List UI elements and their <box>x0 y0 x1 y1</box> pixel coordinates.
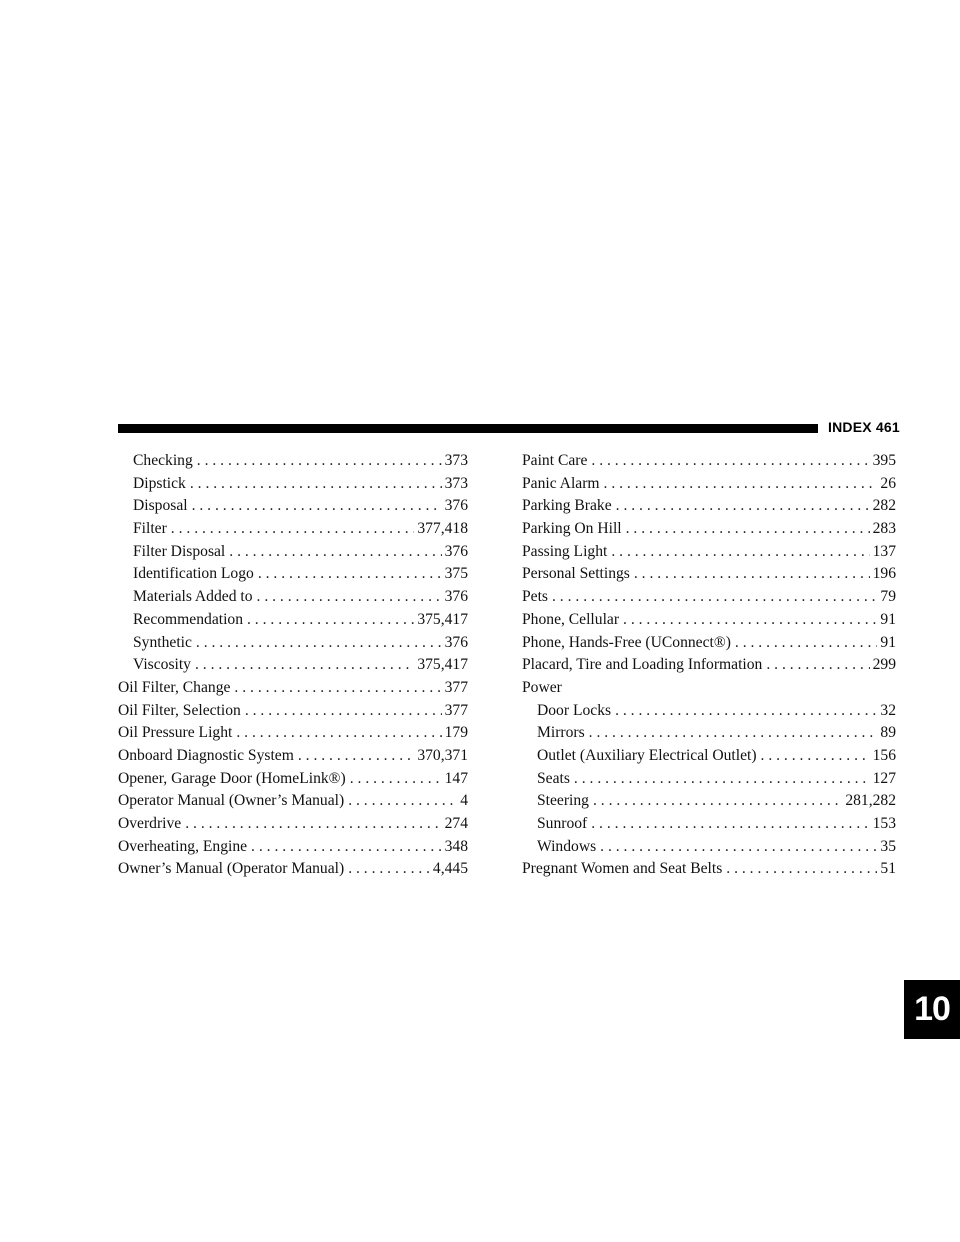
index-entry-page: 375 <box>444 565 468 583</box>
index-entry <box>118 813 468 836</box>
dot-leader <box>185 813 441 836</box>
index-entry <box>522 790 896 813</box>
index-entry <box>118 586 468 609</box>
index-entry-page: 376 <box>444 633 468 651</box>
dot-leader <box>236 722 441 745</box>
index-entry <box>522 700 896 723</box>
index-entry <box>118 473 468 496</box>
index-entry <box>118 858 468 881</box>
dot-leader <box>348 858 430 881</box>
index-entry-page: 377 <box>444 678 468 696</box>
index-entry-term: Sunroof <box>537 815 588 832</box>
dot-leader <box>615 700 877 723</box>
index-entry-page: 179 <box>444 724 468 742</box>
index-entry <box>522 745 896 768</box>
index-entry-page: 26 <box>880 474 896 492</box>
index-entry <box>522 609 896 632</box>
index-entry-term: Panic Alarm <box>522 474 600 492</box>
index-column-left <box>118 450 468 881</box>
index-entry-page: 348 <box>444 837 468 855</box>
index-entry-term: Operator Manual (Owner’s Manual) <box>118 792 345 810</box>
dot-leader <box>591 813 869 836</box>
dot-leader <box>626 518 870 541</box>
index-entry <box>522 858 896 881</box>
index-entry-term: Synthetic <box>133 633 192 651</box>
dot-leader <box>604 473 878 496</box>
index-entry-page: 282 <box>872 497 896 515</box>
index-entry-page: 376 <box>444 588 468 606</box>
index-entry-term: Materials Added to <box>133 588 253 606</box>
index-entry-page: 153 <box>872 815 896 832</box>
index-entry <box>118 495 468 518</box>
index-entry-page: 373 <box>444 452 468 469</box>
index-entry <box>118 722 468 745</box>
index-entry-page: 370,371 <box>417 746 468 764</box>
index-entry <box>118 677 468 700</box>
section-tab-label: 10 <box>914 990 950 1028</box>
index-entry-page: 127 <box>872 769 896 787</box>
dot-leader <box>234 677 441 700</box>
index-entry-page: 4,445 <box>432 860 468 878</box>
index-entry-page: 196 <box>872 565 896 583</box>
dot-leader <box>298 745 414 768</box>
index-entry <box>522 541 896 564</box>
index-entry-term: Filter <box>133 520 167 538</box>
index-entry <box>118 654 468 677</box>
dot-leader <box>197 450 442 473</box>
dot-leader <box>574 768 870 791</box>
dot-leader <box>350 768 442 791</box>
dot-leader <box>190 473 442 496</box>
index-entry-page: 373 <box>444 474 468 492</box>
index-entry-term: Pets <box>522 588 548 606</box>
index-entry-page: 283 <box>872 520 896 538</box>
dot-leader <box>623 609 877 632</box>
index-entry-page: 375,417 <box>417 610 468 628</box>
index-entry <box>118 518 468 541</box>
dot-leader <box>591 450 869 473</box>
index-entry-term: Power <box>522 678 562 696</box>
section-tab <box>904 980 960 1039</box>
dot-leader <box>552 586 877 609</box>
dot-leader <box>258 563 442 586</box>
running-header: INDEX 461 <box>828 419 900 435</box>
index-entry <box>118 541 468 564</box>
index-entry <box>118 790 468 813</box>
dot-leader <box>589 722 878 745</box>
dot-leader <box>171 518 415 541</box>
index-entry <box>522 836 896 859</box>
index-entry-page: 281,282 <box>845 792 896 810</box>
index-entry <box>522 632 896 655</box>
index-entry-term: Overdrive <box>118 815 182 832</box>
index-entry-page: 375,417 <box>417 656 468 674</box>
dot-leader <box>196 632 442 655</box>
index-entry-term: Filter Disposal <box>133 542 226 560</box>
index-entry <box>522 768 896 791</box>
index-entry-term: Onboard Diagnostic System <box>118 746 294 764</box>
index-entry-term: Parking Brake <box>522 497 612 515</box>
index-entry <box>118 768 468 791</box>
index-entry <box>118 450 468 473</box>
index-entry-term: Windows <box>537 837 597 855</box>
index-entry-term: Steering <box>537 792 589 810</box>
index-entry-term: Overheating, Engine <box>118 837 248 855</box>
index-entry-page: 35 <box>880 837 896 855</box>
index-entry-term: Personal Settings <box>522 565 630 583</box>
dot-leader <box>616 495 870 518</box>
index-entry-term: Identification Logo <box>133 565 254 583</box>
index-entry-term: Recommendation <box>133 610 243 628</box>
index-entry <box>522 563 896 586</box>
index-entry-term: Oil Pressure Light <box>118 724 233 742</box>
dot-leader <box>766 654 869 677</box>
index-entry-term: Oil Filter, Selection <box>118 701 241 719</box>
index-entry <box>522 677 896 700</box>
index-entry <box>118 700 468 723</box>
dot-leader <box>192 495 442 518</box>
index-entry-term: Door Locks <box>537 701 612 719</box>
index-entry-term: Mirrors <box>537 724 585 742</box>
index-entry-term: Placard, Tire and Loading Information <box>522 656 763 674</box>
index-entry-term: Oil Filter, Change <box>118 678 231 696</box>
index-entry-term: Viscosity <box>133 656 191 674</box>
dot-leader <box>245 700 442 723</box>
dot-leader <box>593 790 842 813</box>
index-entry <box>522 586 896 609</box>
index-entry-page: 395 <box>872 452 896 469</box>
index-entry-page: 377 <box>444 701 468 719</box>
index-entry <box>118 609 468 632</box>
index-entry-page: 274 <box>444 815 468 832</box>
index-entry-term: Disposal <box>133 497 188 515</box>
dot-leader <box>611 541 869 564</box>
dot-leader <box>229 541 441 564</box>
index-entry-page: 32 <box>880 701 896 719</box>
index-entry-term: Passing Light <box>522 542 608 560</box>
index-entry-page: 147 <box>444 769 468 787</box>
index-entry-page: 156 <box>872 746 896 764</box>
index-entry-page: 91 <box>880 633 896 651</box>
dot-leader <box>735 632 878 655</box>
dot-leader <box>247 609 414 632</box>
index-entry-term: Checking <box>133 452 193 469</box>
index-entry-term: Paint Care <box>522 452 588 469</box>
index-entry-term: Parking On Hill <box>522 520 622 538</box>
index-entry-page: 4 <box>460 792 468 810</box>
index-entry-page: 137 <box>872 542 896 560</box>
index-entry <box>522 450 896 473</box>
index-entry <box>118 563 468 586</box>
index-entry <box>522 654 896 677</box>
index-entry-page: 79 <box>880 588 896 606</box>
index-entry-term: Outlet (Auxiliary Electrical Outlet) <box>537 746 757 764</box>
index-entry-page: 51 <box>880 860 896 878</box>
dot-leader <box>726 858 877 881</box>
index-entry-term: Seats <box>537 769 570 787</box>
index-entry <box>522 518 896 541</box>
dot-leader <box>761 745 870 768</box>
index-entry <box>522 813 896 836</box>
header-rule <box>118 424 818 433</box>
dot-leader <box>348 790 457 813</box>
index-entry-page: 89 <box>880 724 896 742</box>
index-entry-term: Pregnant Women and Seat Belts <box>522 860 723 878</box>
index-entry-page: 376 <box>444 497 468 515</box>
dot-leader <box>600 836 877 859</box>
index-entry-term: Owner’s Manual (Operator Manual) <box>118 860 345 878</box>
index-entry-page: 91 <box>880 610 896 628</box>
dot-leader <box>195 654 414 677</box>
dot-leader <box>251 836 442 859</box>
index-entry <box>118 632 468 655</box>
index-entry <box>522 722 896 745</box>
index-entry-term: Phone, Hands-Free (UConnect®) <box>522 633 731 651</box>
dot-leader <box>634 563 870 586</box>
index-column-right <box>522 450 896 881</box>
index-entry <box>118 836 468 859</box>
index-entry-page: 377,418 <box>417 520 468 538</box>
index-entry-term: Opener, Garage Door (HomeLink®) <box>118 769 346 787</box>
index-entry <box>118 745 468 768</box>
index-entry-term: Dipstick <box>133 474 186 492</box>
dot-leader <box>257 586 442 609</box>
index-entry <box>522 495 896 518</box>
index-entry-page: 376 <box>444 542 468 560</box>
index-entry-page: 299 <box>872 656 896 674</box>
index-entry-term: Phone, Cellular <box>522 610 620 628</box>
index-entry <box>522 473 896 496</box>
